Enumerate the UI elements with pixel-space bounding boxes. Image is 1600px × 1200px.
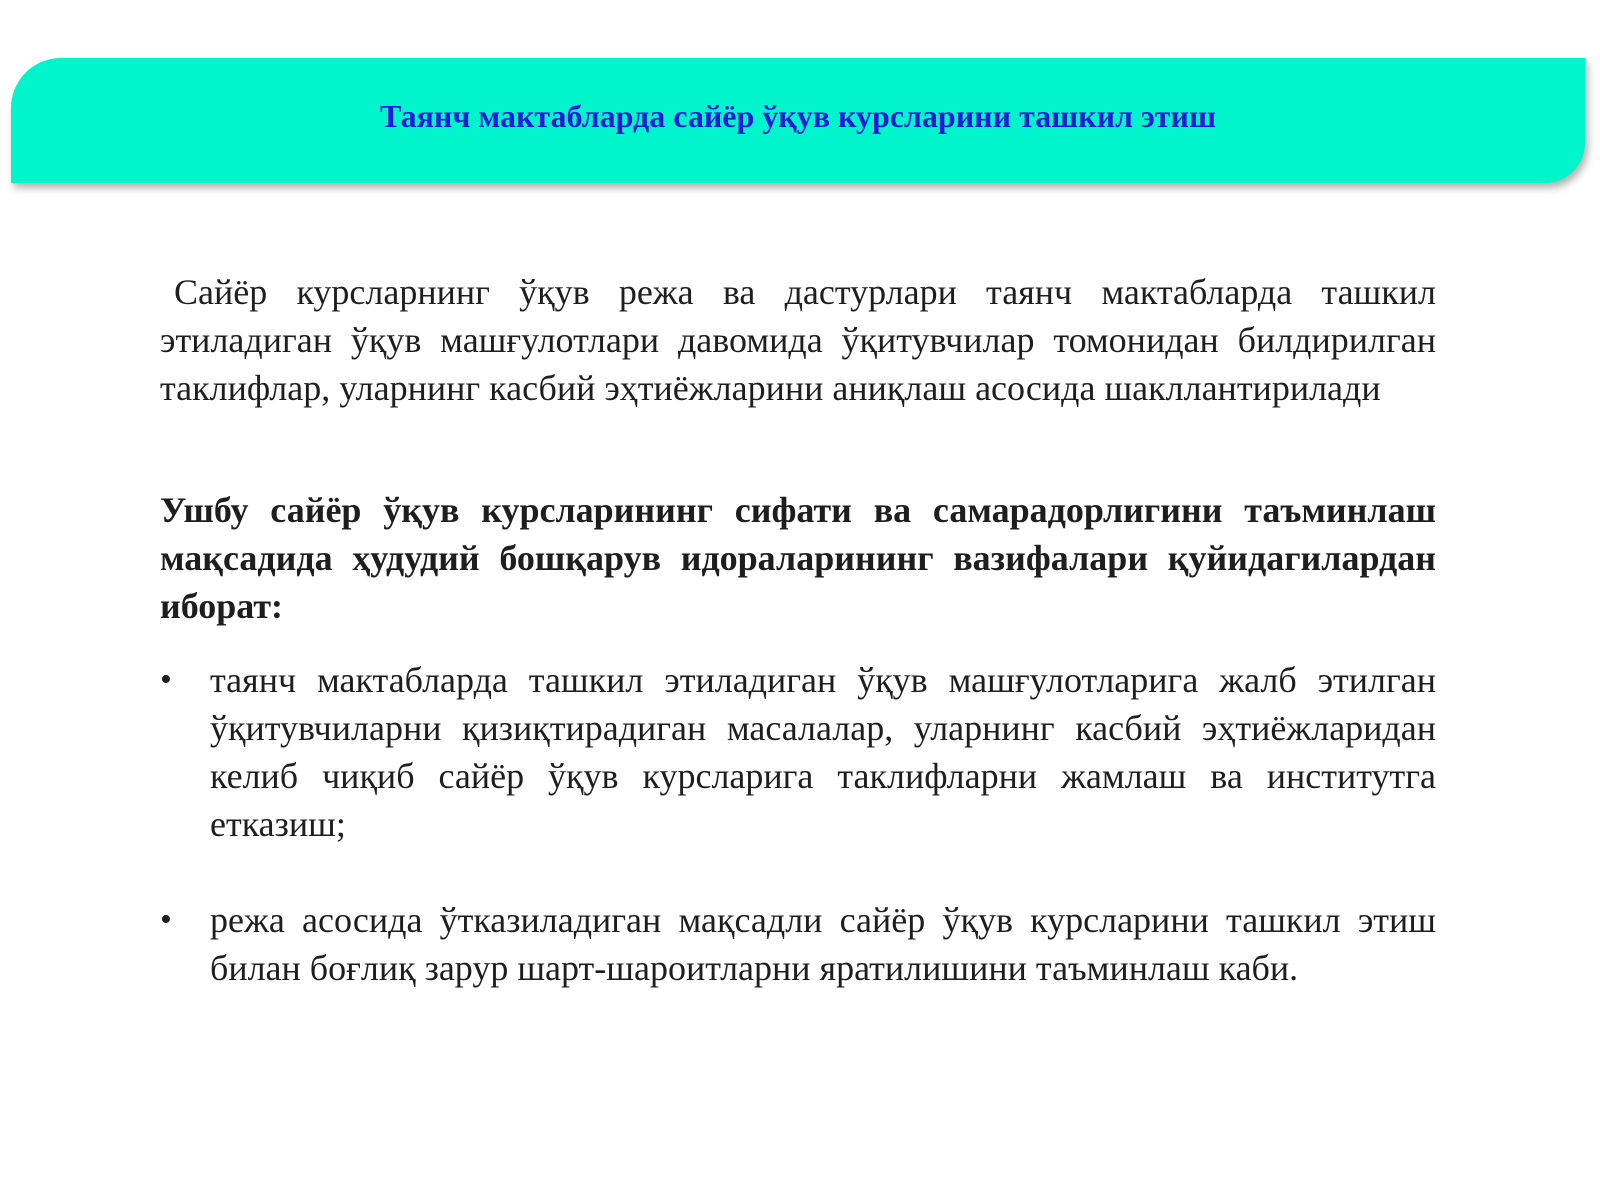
bullet-item [160, 656, 1436, 848]
slide-content [160, 268, 1436, 992]
slide-title: Таянч мактабларда сайёр ўқув курсларини ташкил этиш [380, 98, 1216, 134]
bullet-text: таянч мактабларда ташкил этиладиган ўқув машғулотларига жалб этилган ўқитувчиларни қизиқтирадиган масалалар, уларнинг касбий эҳтиёжларидан келиб чиқиб сайёр ўқув курсларига таклифларни жамлаш ва институтга етказиш; [210, 660, 1436, 844]
bullet-item [160, 896, 1436, 992]
intro-paragraph: Сайёр курсларнинг ўқув режа ва дастурлари таянч мактабларда ташкил этиладиган ўқув машғулотлари давомида ўқитувчилар томонидан билдирилган таклифлар, уларнинг касбий эҳтиёжларини аниқлаш асосида шакллантирилади [160, 272, 1436, 408]
title-banner [11, 58, 1585, 183]
bullet-dot-icon: • [160, 661, 172, 698]
bullet-text: режа асосида ўтказиладиган мақсадли сайёр ўқув курсларини ташкил этиш билан боғлиқ зарур шарт-шароитларни яратилишини таъминлаш каби. [210, 900, 1436, 988]
bullet-list [160, 656, 1436, 992]
bold-paragraph: Ушбу сайёр ўқув курсларининг сифати ва самарадорлигини таъминлаш мақсадида ҳудудий бошқарув идораларининг вазифалари қуйидагилардан иборат: [160, 490, 1436, 626]
bullet-dot-icon: • [160, 901, 172, 938]
